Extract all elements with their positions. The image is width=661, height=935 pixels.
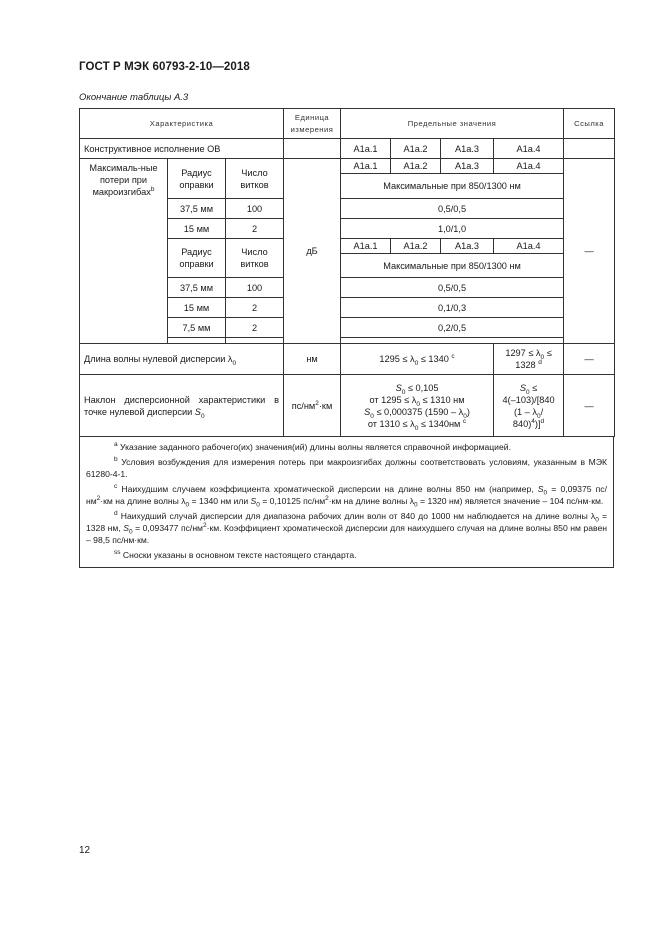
turns-header-2: Число витков — [226, 239, 284, 278]
table-a3-continuation — [79, 108, 614, 568]
macro1-value-2: 1,0/1,0 — [341, 219, 564, 239]
radius-header-2: Радиус оправки — [168, 239, 226, 278]
macro2-turns-1: 100 — [226, 278, 284, 298]
macrobend-label: Максималь-ные потери при макроизгибах$^b$ — [80, 159, 168, 344]
construction-reference-cell — [564, 139, 615, 159]
macro2-code-1: A1a.1 — [341, 239, 391, 254]
macro1-max-label: Максимальные при 850/1300 нм — [341, 174, 564, 199]
construction-row — [80, 139, 615, 159]
footnote-a: $^a$ Указание заданного рабочего(их) значения(ий) длины волны является справочной информацией. — [114, 441, 511, 452]
slope-alt-line-3: ($1 - \lambda_0/$ — [513, 406, 544, 420]
header-characteristic: Характеристика — [80, 109, 284, 139]
footnote-b: $^b$ Условия возбуждения для измерения потерь при макроизгибах должны соответствовать условиям, указанным в МЭК 61280-4-1. — [86, 456, 607, 479]
zero-dispersion-value-b: $1297 \le \lambda_0 \le 1328$ $^d$ — [494, 344, 564, 375]
table-caption: Окончание таблицы А.3 — [79, 92, 189, 103]
zero-dispersion-row — [80, 344, 615, 375]
construction-code-3: A1a.3 — [441, 139, 494, 159]
slope-line-2: от $1295 \le \lambda_0 \le 1310$ нм — [369, 394, 465, 408]
footnote-mark-d: d — [538, 358, 542, 366]
slope-alt-line-4: 840)$^4$)]$^d$ — [512, 417, 545, 429]
slope-line-3: $S_0 \le 0,000375$ $(1590 - \lambda_0)$ — [364, 406, 470, 420]
macro1-turns-1: 100 — [226, 199, 284, 219]
dispersion-slope-reference: — — [564, 375, 615, 437]
header-unit: Единица измерения — [284, 109, 341, 139]
macro2-code-3: A1a.3 — [441, 239, 494, 254]
macro2-value-1: 0,5/0,5 — [341, 278, 564, 298]
macrobend-unit: дБ — [284, 159, 341, 344]
slope-alt-line-1: $S_0$ ≤ — [519, 382, 538, 396]
zero-dispersion-label: Длина волны нулевой дисперсии $\lambda_0$ — [80, 344, 284, 375]
macro2-turns-3: 2 — [226, 318, 284, 338]
macrobend-row-codes-1 — [80, 159, 615, 174]
turns-header-1: Число витков — [226, 159, 284, 199]
macro1-turns-2: 2 — [226, 219, 284, 239]
footnotes-block — [79, 437, 614, 568]
footnote-c: $^c$ Наихудшим случаем коэффициента хроматической дисперсии на длине волны 850 нм (например, $S_0 = 0,09375$ $пс/нм^2\cdot км$ на длине волны $\lambda_0 = 1340$ нм или $S_0 = 0,10125$ $пс/нм^2\cdot км$ на длине волны $\lambda_0 = 1320$ нм) является значение – 104 пс/нм·км. — [86, 483, 607, 509]
zero-dispersion-reference: — — [564, 344, 615, 375]
footnote-mark-c: c — [451, 352, 455, 360]
footnote-mark-b: b — [150, 185, 155, 193]
macro1-radius-2: 15 мм — [168, 219, 226, 239]
table-header-row — [80, 109, 615, 139]
macro2-code-4: A1a.4 — [494, 239, 564, 254]
footnote-d: $^d$ Наихудший случай дисперсии для диапазона рабочих длин волн от 840 до 1000 нм наблюдается на длине волны $\lambda_0 = 1328$ нм, $S_0 = 0,093477$ $пс/нм^2\cdot км$. Коэффициент хроматической дисперсии для наихудшего случая на длине волны 850 нм равен – 98,5 пс/нм·км. — [86, 510, 607, 545]
macro2-code-2: A1a.2 — [391, 239, 441, 254]
macro1-value-1: 0,5/0,5 — [341, 199, 564, 219]
macro2-max-label: Максимальные при 850/1300 нм — [341, 254, 564, 278]
macrobend-reference: — — [564, 159, 615, 344]
limits-table — [79, 108, 615, 437]
radius-header-1: Радиус оправки — [168, 159, 226, 199]
dispersion-slope-row — [80, 375, 615, 437]
dispersion-slope-unit: $пс/нм^2\cdot км$ — [284, 375, 341, 437]
construction-code-1: A1a.1 — [341, 139, 391, 159]
slope-alt-line-2: 4(–103)/[840 — [502, 394, 555, 405]
macro1-code-1: A1a.1 — [341, 159, 391, 174]
page-number: 12 — [79, 845, 91, 856]
construction-label: Конструктивное исполнение ОВ — [80, 139, 284, 159]
zero-dispersion-value-a: $1295 \le \lambda_0 \le 1340$ $^c$ — [341, 344, 494, 375]
macro2-value-3: 0,2/0,5 — [341, 318, 564, 338]
footnote-ss: $^{ss}$ Сноски указаны в основном тексте настоящего стандарта. — [114, 549, 357, 560]
document-title: ГОСТ Р МЭК 60793-2-10—2018 — [79, 61, 250, 73]
construction-code-2: A1a.2 — [391, 139, 441, 159]
macro2-turns-2: 2 — [226, 298, 284, 318]
dispersion-slope-label: Наклон дисперсионной характеристики в точке нулевой дисперсии $S_0$ — [80, 375, 284, 437]
macro1-radius-1: 37,5 мм — [168, 199, 226, 219]
header-reference: Ссылка — [564, 109, 615, 139]
slope-line-1: $S_0 \le 0,105$ — [395, 382, 439, 396]
macro2-value-2: 0,1/0,3 — [341, 298, 564, 318]
macro2-radius-3: 7,5 мм — [168, 318, 226, 338]
slope-line-4: от $1310 \le \lambda_0 \le 1340нм$ $^c$ — [367, 417, 467, 432]
macro1-code-3: A1a.3 — [441, 159, 494, 174]
macro1-code-2: A1a.2 — [391, 159, 441, 174]
dispersion-slope-value-b — [494, 375, 564, 437]
dispersion-slope-value-a — [341, 375, 494, 437]
macro2-radius-1: 37,5 мм — [168, 278, 226, 298]
macro2-radius-2: 15 мм — [168, 298, 226, 318]
construction-code-4: A1a.4 — [494, 139, 564, 159]
construction-unit-cell — [284, 139, 341, 159]
zero-dispersion-unit: нм — [284, 344, 341, 375]
header-limits: Предельные значения — [341, 109, 564, 139]
macro1-code-4: A1a.4 — [494, 159, 564, 174]
